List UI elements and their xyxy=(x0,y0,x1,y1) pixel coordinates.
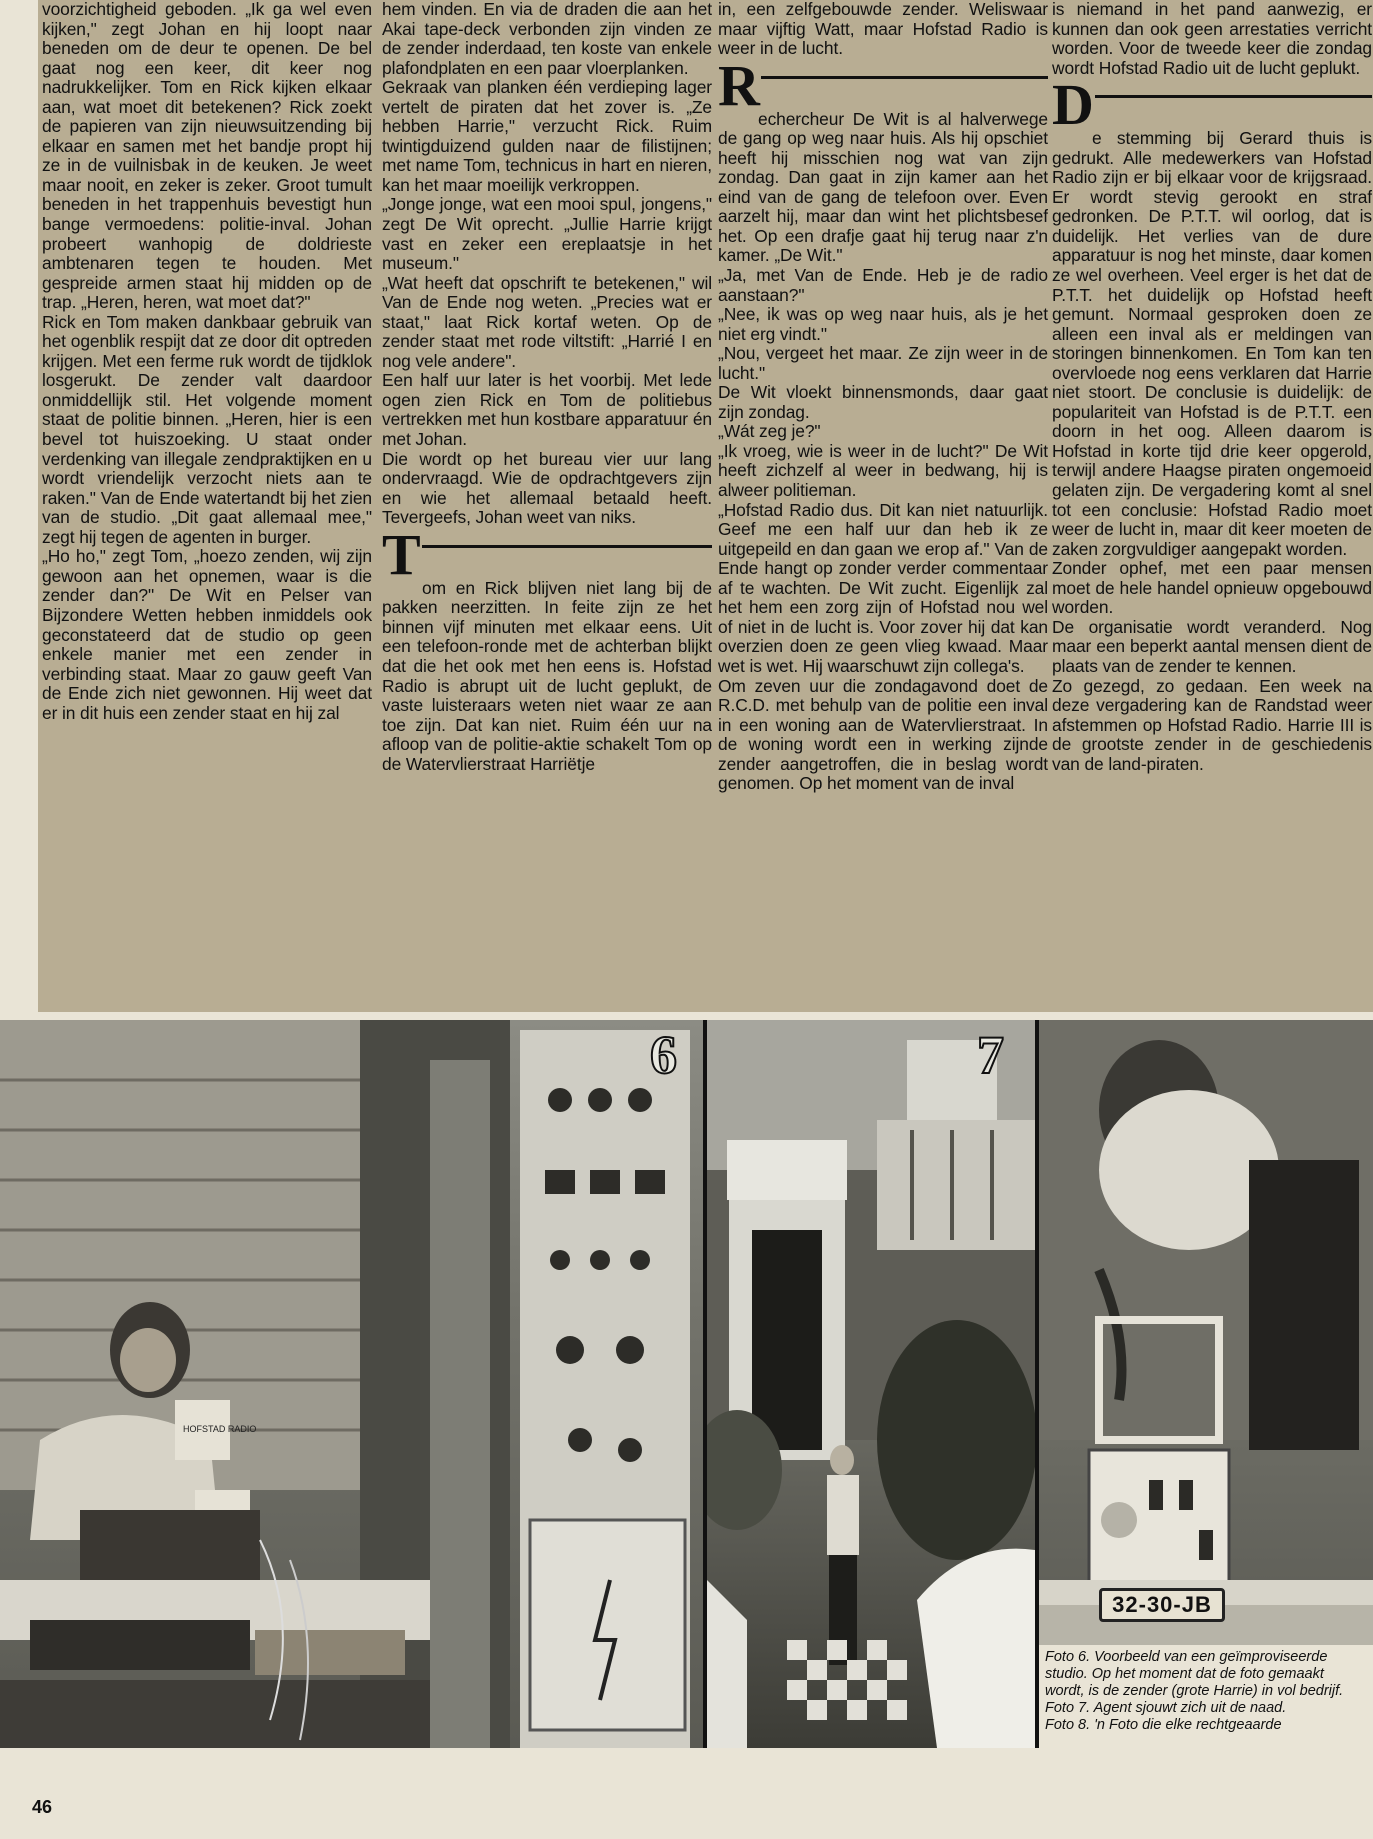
paragraph: „Ho ho," zegt Tom, „hoezo zenden, wij zijn gewoon aan het opnemen, waar is die zender dan?" De Wit en Pelser van Bijzondere Wetten hebben inmiddels ook geconstateerd dat de studio op geen enkele manier met een zender in verbinding staat. Maar zo gauw geeft Van de Ende zich niet gewonnen. Hij weet dat er in dit huis een zender staat en hij zal xyxy=(42,546,372,723)
paragraph: in, een zelfgebouwde zender. Weliswaar maar vijftig Watt, maar Hofstad Radio is weer in de lucht. xyxy=(718,0,1048,59)
paragraph: „Wát zeg je?" xyxy=(718,421,821,442)
section-rule xyxy=(761,76,1048,79)
article-column-3 xyxy=(718,0,1048,1012)
paragraph: „Wat heeft dat opschrift te betekenen," wil Van de Ende nog weten. „Precies wat er staat," laat Rick kortaf weten. Op de zender staat met rode viltstift: „Harrié I en nog vele andere". xyxy=(382,272,712,371)
section-rule xyxy=(1095,95,1372,98)
photo-number: 7 xyxy=(977,1025,1004,1085)
section-intro xyxy=(1052,72,1372,138)
drop-cap: D xyxy=(1052,72,1094,138)
paragraph: „Ik vroeg, wie is weer in de lucht?" De Wit heeft zichzelf al weer in bedwang, hij is alweer politieman. xyxy=(718,440,1048,501)
article-column-1 xyxy=(42,0,372,1012)
photo-van xyxy=(1039,1020,1373,1748)
caption-line: Foto 8. 'n Foto die elke rechtgeaarde xyxy=(1045,1717,1282,1733)
photo-number: 6 xyxy=(650,1025,677,1085)
paragraph xyxy=(1052,129,1372,559)
drop-cap: T xyxy=(382,521,421,587)
article-column-4 xyxy=(1052,0,1372,1012)
paragraph: Om zeven uur die zondagavond doet de R.C.D. met behulp van de politie een inval in een woning aan de Watervlierstraat. In de woning wordt een in werking zijnde zender aangetroffen, die in beslag wordt genomen. Op het moment van de inval xyxy=(718,675,1048,794)
caption-line: Foto 6. Voorbeeld van een geïmproviseerde studio. Op het moment dat de foto gemaakt wordt, is de zender (grote Harrie) in vol bedrijf. xyxy=(1045,1649,1344,1699)
paragraph-text: om en Rick blijven niet lang bij de pakken neerzitten. In feite zijn ze het binnen vijf minuten met elkaar eens. Uit een telefoon-ronde met de achterban blijkt dat die het ook met hen eens is. Hofstad Radio is abrupt uit de lucht geplukt, de vaste luisteraars weten niet waar ze aan toe zijn. Dat kan niet. Ruim één uur na afloop van de politie-aktie schakelt Tom op de Watervlierstraat Harriëtje xyxy=(382,577,712,774)
van-illustration xyxy=(1039,1020,1373,1748)
studio-illustration xyxy=(0,1020,703,1748)
section-intro xyxy=(718,52,1048,118)
paragraph-text: e stemming bij Gerard thuis is gedrukt. Alle medewerkers van Hofstad Radio zijn er bij elkaar voor de krijgsraad. Er wordt stevig gerookt en straf gedronken. De P.T.T. wil oorlog, dat is duidelijk. Het verlies van de dure apparatuur is nog het minste, daar komen ze wel overheen. Veel erger is het dat de P.T.T. het duidelijk op Hofstad heeft gemunt. Normaal gesproken doen ze alleen een inval als er meldingen van storingen binnenkomen. En Tom kan ten overvloede nog eens verklaren dat Harrie niet stoort. De conclusie is duidelijk: de populariteit van Hofstad is de P.T.T. een doorn in het oog. Alleen daarom is Hofstad in korte tijd drie keer opgerold, terwijl andere Haagse piraten ongemoeid gelaten zijn. De vergadering komt al snel tot een conclusie: Hofstad Radio moet weer de lucht in, maar dit keer moeten de zaken zorgvuldiger aangepakt worden. xyxy=(1052,128,1372,559)
paragraph: De Wit vloekt binnensmonds, daar gaat zijn zondag. xyxy=(718,382,1048,422)
photo-studio xyxy=(0,1020,703,1748)
paragraph xyxy=(718,110,1048,266)
paragraph: „Nee, ik was op weg naar huis, als je het niet erg vindt." xyxy=(718,304,1048,344)
drop-cap: R xyxy=(718,52,760,118)
paragraph: Die wordt op het bureau vier uur lang ondervraagd. Wie de opdrachtgevers zijn en wie het allemaal betaald heeft. Tevergeefs, Johan weet van niks. xyxy=(382,448,712,528)
article-column-2 xyxy=(382,0,712,1012)
paragraph: Een half uur later is het voorbij. Met lede ogen zien Rick en Tom de politiebus vertrekken met hun kostbare apparatuur én met Johan. xyxy=(382,370,712,450)
paragraph: Zo gezegd, zo gedaan. Een week na deze vergadering kan de Randstad weer afstemmen op Hofstad Radio. Harrie III is de grootste zender in de geschiedenis van de land-piraten. xyxy=(1052,675,1372,774)
section-intro xyxy=(382,521,712,587)
paragraph xyxy=(382,579,712,774)
photo-house xyxy=(707,1020,1035,1748)
paragraph-text: echercheur De Wit is al halverwege de gang op weg naar huis. Als hij opschiet heeft hij misschien nog wat van zijn zondag. Dan gaat in zijn kamer aan het eind van de gang de telefoon over. Even aarzelt hij, maar dan wint het plichtsbesef het. Op een drafje gaat hij terug naar z'n kamer. „De Wit." xyxy=(718,108,1048,266)
paragraph: hem vinden. En via de draden die aan het Akai tape-deck verbonden zijn vinden ze de zender inderdaad, ten koste van enkele plafondplaten en een paar vloerplanken. xyxy=(382,0,712,78)
paragraph: Rick en Tom maken dankbaar gebruik van het ogenblik respijt dat ze door dit optreden krijgen. Met een ferme ruk wordt de tijdklok losgerukt. De zender valt daardoor onmiddellijk stil. Het volgende moment staat de politie binnen. „Heren, hier is een bevel tot huiszoeking. U staat onder verdenking van illegale zendpraktijken en u wordt vriendelijk verzocht niets aan te raken." Van de Ende watertandt bij het zien van de studio. „Dit gaat allemaal mee," zegt hij tegen de agenten in burger. xyxy=(42,311,372,547)
section-rule xyxy=(422,545,712,548)
photo-caption xyxy=(1039,1645,1373,1748)
paragraph: Gekraak van planken één verdieping lager vertelt de piraten dat het zover is. „Ze hebben Harrie," verzucht Rick. Ruim twintigduizend gulden naar de filistijnen; met name Tom, technicus in hart en nieren, kan het maar moeilijk verkroppen. xyxy=(382,77,712,195)
paragraph: „Hofstad Radio dus. Dit kan niet natuurlijk. Geef me een half uur dan heb ik ze uitgepeild en dan gaan we erop af." Van de Ende hangt op zonder verder commentaar af te wachten. De Wit zucht. Eigenlijk zal het hem een zorg zijn of Hofstad nou wel of niet in de lucht is. Voor zover hij dat kan overzien doen ze geen vlieg kwaad. Maar wet is wet. Hij waarschuwt zijn collega's. xyxy=(718,499,1048,676)
page-number: 46 xyxy=(32,1797,53,1817)
paragraph: „Jonge jonge, wat een mooi spul, jongens," zegt De Wit oprecht. „Jullie Harrie krijgt vast en zeker een ereplaatsje in het museum." xyxy=(382,194,712,274)
caption-line: Foto 7. Agent sjouwt zich uit de naad. xyxy=(1045,1700,1287,1716)
house-illustration xyxy=(707,1020,1035,1748)
license-plate: 32-30-JB xyxy=(1099,1588,1225,1622)
sign-text: HOFSTAD RADIO xyxy=(183,1424,257,1434)
paragraph: is niemand in het pand aanwezig, er kunnen dan ook geen arrestaties verricht worden. Voor de tweede keer die zondag wordt Hofstad Radio uit de lucht geplukt. xyxy=(1052,0,1372,78)
paragraph: De organisatie wordt veranderd. Nog maar een beperkt aantal mensen dient de plaats van de zender te kennen. xyxy=(1052,616,1372,676)
paragraph: „Nou, vergeet het maar. Ze zijn weer in de lucht." xyxy=(718,343,1048,383)
paragraph: voorzichtigheid geboden. „Ik ga wel even kijken," zegt Johan en hij loopt naar beneden om de deur te openen. De bel gaat nog een keer, dit keer nog nadrukkelijker. Tom en Rick kijken elkaar aan, wat moet dit betekenen? Rick zoekt de papieren van zijn nieuwsuitzending bij elkaar en samen met het bandje propt hij ze in de vuilnisbak in de keuken. Je weet maar nooit, en zeker is zeker. Groot tumult beneden in het trappenhuis bevestigt hun bange vermoedens: politie-inval. Johan probeert wanhopig de doldrieste ambtenaren tegen te houden. Met gespreide armen staat hij midden op de trap. „Heren, heren, wat moet dat?" xyxy=(42,0,372,313)
paragraph: Zonder ophef, met een paar mensen moet de hele handel opnieuw opgebouwd worden. xyxy=(1052,558,1372,618)
paragraph: „Ja, met Van de Ende. Heb je de radio aanstaan?" xyxy=(718,265,1048,305)
